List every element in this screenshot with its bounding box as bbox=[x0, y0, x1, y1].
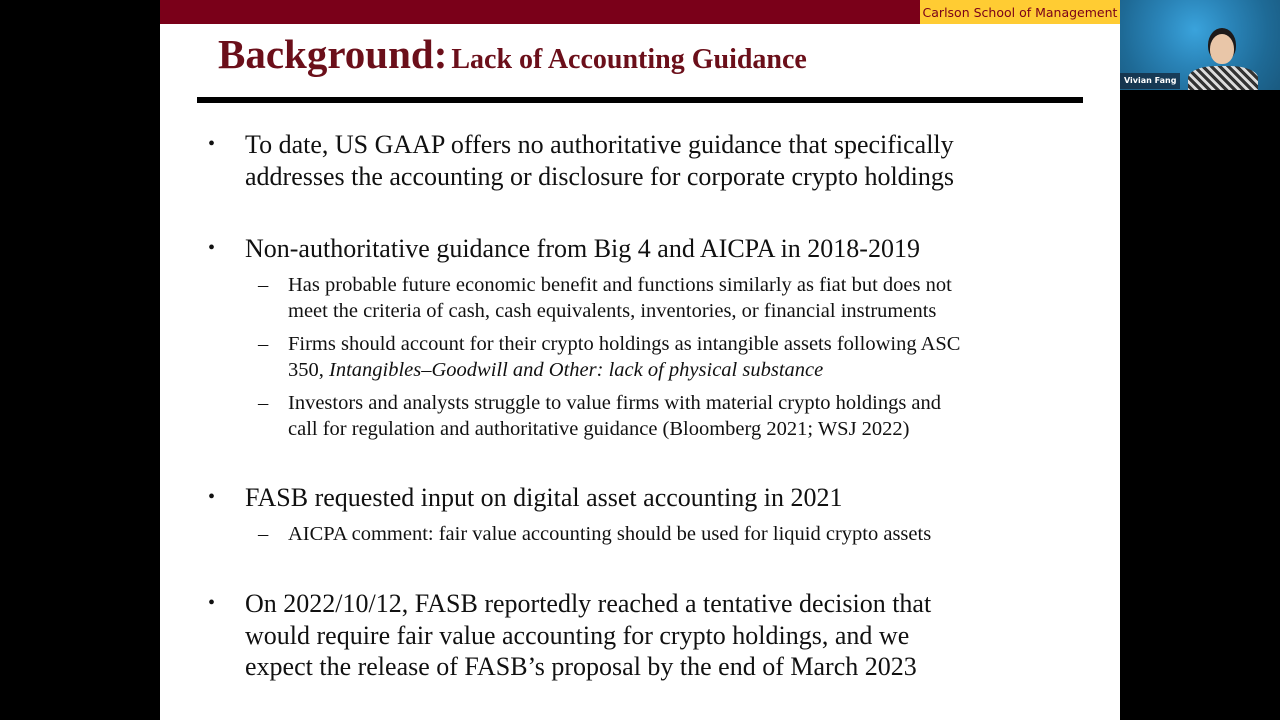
participant-video-tile[interactable] bbox=[1120, 0, 1280, 90]
bullet-icon: • bbox=[208, 592, 216, 614]
participant-name-label: Vivian Fang bbox=[1120, 73, 1180, 89]
sub-bullet-line: call for regulation and authoritative guidance (Bloomberg 2021; WSJ 2022) bbox=[288, 418, 910, 440]
title-sub: Lack of Accounting Guidance bbox=[451, 44, 807, 75]
dash-icon: – bbox=[258, 523, 269, 545]
sub-bullet-line: Firms should account for their crypto holdings as intangible assets following ASC bbox=[288, 333, 961, 355]
brand-label: Carlson School of Management bbox=[920, 0, 1120, 24]
sub-bullet-line: Has probable future economic benefit and functions similarly as fiat but does not bbox=[288, 274, 952, 296]
bullet-line: expect the release of FASB’s proposal by the end of March 2023 bbox=[245, 652, 917, 681]
dash-icon: – bbox=[258, 274, 269, 296]
participant-video-feed bbox=[1202, 34, 1242, 82]
sub-bullet-line: meet the criteria of cash, cash equivalents, inventories, or financial instruments bbox=[288, 300, 937, 322]
dash-icon: – bbox=[258, 333, 269, 355]
sub-bullet-line: Investors and analysts struggle to value firms with material crypto holdings and bbox=[288, 392, 942, 414]
sub-bullet-line bbox=[288, 357, 1088, 383]
bullet-line: would require fair value accounting for crypto holdings, and we bbox=[245, 620, 910, 650]
bullet-icon: • bbox=[208, 133, 216, 155]
bullet-icon: • bbox=[208, 237, 216, 259]
dash-icon: – bbox=[258, 392, 269, 414]
slide-content bbox=[160, 0, 1120, 720]
sub-bullet-line: AICPA comment: fair value accounting should be used for liquid crypto assets bbox=[288, 523, 932, 545]
sub-bullet-text: 350, bbox=[288, 359, 329, 381]
bullet-line: To date, US GAAP offers no authoritative guidance that specifically bbox=[245, 130, 954, 159]
bullet-line: addresses the accounting or disclosure for corporate crypto holdings bbox=[245, 161, 955, 191]
bullet-line: Non-authoritative guidance from Big 4 and AICPA in 2018-2019 bbox=[245, 234, 920, 263]
bullet-line: FASB requested input on digital asset accounting in 2021 bbox=[245, 483, 843, 512]
presentation-slide bbox=[160, 0, 1120, 720]
title-main: Background: bbox=[218, 31, 448, 77]
bullet-icon: • bbox=[208, 486, 216, 508]
bullet-line: On 2022/10/12, FASB reportedly reached a tentative decision that bbox=[245, 589, 932, 618]
sub-bullet-italic-text: Intangibles–Goodwill and Other: lack of physical substance bbox=[329, 359, 824, 381]
